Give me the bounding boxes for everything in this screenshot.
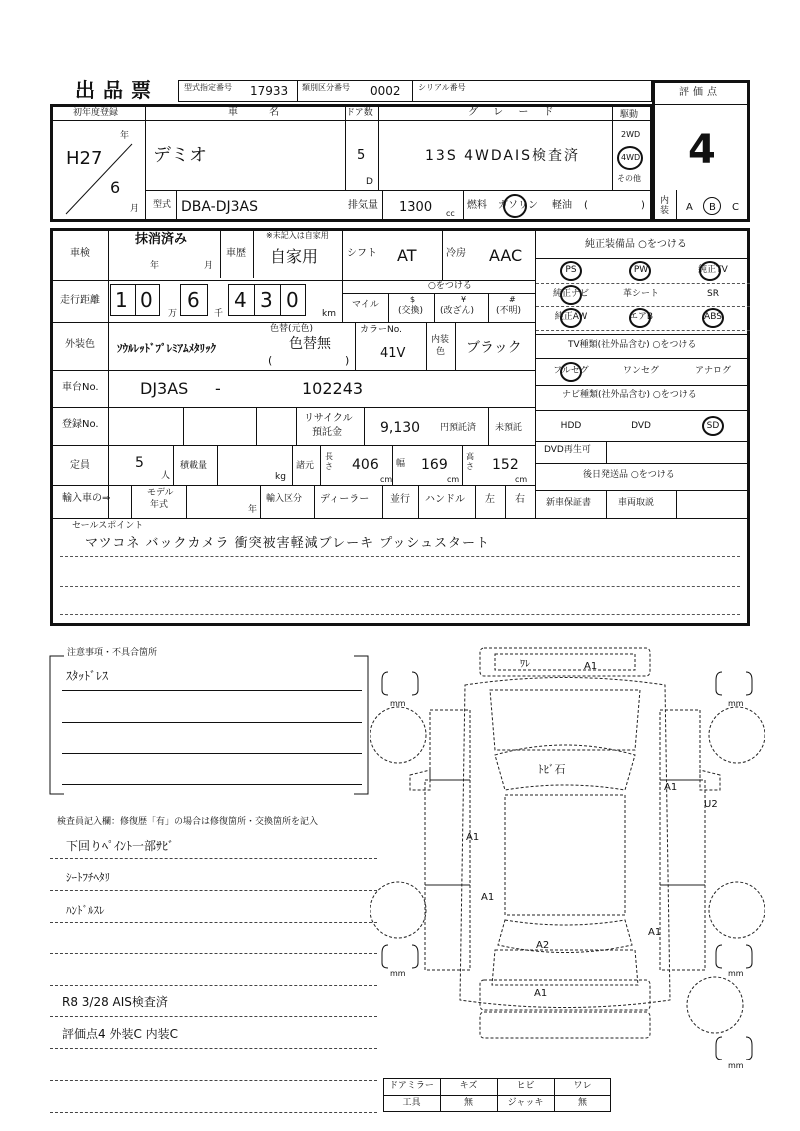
model-year-label-2: 年式 — [150, 500, 169, 510]
mm-spare: mm — [728, 1061, 744, 1070]
shaken-month: 月 — [204, 261, 214, 271]
car-damage-diagram — [370, 640, 765, 1060]
history-note: ※未記入は自家用 — [266, 231, 329, 240]
legend-jack-value: 無 — [577, 1098, 587, 1108]
chassis-label: 車台No. — [62, 382, 99, 393]
doors-value: 5 — [357, 148, 366, 163]
interior-a: A — [686, 202, 693, 213]
chassis-number: 102243 — [302, 379, 364, 398]
chassis-prefix: DJ3AS — [140, 379, 189, 398]
inspector-line-6: 評価点4 外装C 内装C — [62, 1027, 179, 1041]
displacement-label: 排気量 — [348, 200, 378, 211]
equip-pw-circle — [629, 261, 651, 281]
int-color-label-1: 内装 — [431, 335, 450, 345]
type-label: 型式 — [153, 200, 172, 210]
mark-windshield-chip: ﾄﾋﾞ石 — [538, 763, 566, 776]
dims-label: 諸元 — [296, 461, 315, 471]
repaint-paren-left: ( — [268, 354, 273, 367]
mm-front-right: mm — [728, 699, 744, 708]
date-slash — [62, 140, 140, 218]
height-cm: cm — [515, 475, 528, 484]
legend-mirror: ドアミラー — [389, 1081, 434, 1091]
dvd-play: DVD再生可 — [544, 445, 591, 455]
shift-value: AT — [397, 246, 417, 265]
mileage-altered: (改ざん) — [440, 306, 475, 316]
fuel-gasoline: ガソリン — [498, 200, 538, 211]
grade-value: 4 — [688, 127, 716, 173]
color-code-label: カラーNo. — [360, 325, 402, 335]
mileage-digit-6: 0 — [286, 288, 299, 312]
inspector-line-2: ｼｰﾄﾌﾁﾍﾀﾘ — [66, 871, 110, 884]
handle-label: ハンドル — [425, 494, 465, 505]
mileage-sen: 千 — [214, 309, 224, 319]
equip-aw: 純正AW — [554, 312, 588, 322]
width-value: 169 — [421, 457, 448, 473]
grade-text: 13S 4WDAIS検査済 — [425, 148, 581, 164]
color-code: 41V — [380, 346, 406, 361]
load-kg: kg — [275, 472, 286, 482]
repaint-value: 色替無 — [289, 336, 331, 352]
fuel-label: 燃料 — [467, 200, 487, 211]
type-value: DBA-DJ3AS — [181, 199, 258, 215]
door-suffix: D — [366, 177, 373, 187]
mm-rear-left: mm — [390, 969, 406, 978]
shaken-year: 年 — [150, 261, 160, 271]
drive-other: その他 — [617, 174, 641, 183]
year-suffix: 年 — [120, 131, 130, 141]
form-title: 出品票 — [75, 78, 159, 102]
import-type-label: 輸入区分 — [266, 494, 303, 504]
equip-abs-circle — [702, 308, 724, 328]
tv-one: ワンセグ — [622, 366, 659, 376]
color-label: 外装色 — [65, 339, 95, 350]
displacement-value: 1300 — [399, 200, 433, 215]
grade-label: グ レ ー ド — [468, 107, 560, 118]
mm-front-left: mm — [390, 699, 406, 708]
mark-rear-bumper-a1: A1 — [534, 988, 548, 999]
notes-label: 注意事項・不具合箇所 — [67, 648, 158, 658]
navi-hdd: HDD — [560, 421, 582, 431]
navi-sd: SD — [706, 421, 720, 431]
interior-c: C — [732, 202, 739, 213]
inspector-label: 検査員記入欄：修復歴「有」の場合は修復箇所・交換箇所を記入 — [57, 817, 319, 827]
capacity-label: 定員 — [70, 460, 90, 471]
fuel-paren-right: ) — [641, 200, 645, 211]
repaint-label: 色替(元色) — [270, 324, 314, 334]
tv-analog: アナログ — [694, 366, 731, 376]
repaint-paren-right: ) — [345, 354, 350, 367]
int-color-label-2: 色 — [436, 347, 446, 357]
len-cm: cm — [380, 475, 393, 484]
month-suffix: 月 — [130, 204, 140, 214]
len-value: 406 — [352, 457, 379, 473]
legend-tools-value: 無 — [463, 1098, 473, 1108]
equip-tv: 純正TV — [698, 265, 728, 275]
model-no-value: 17933 — [250, 84, 289, 98]
sales-text: マツコネ バックカメラ 衝突被害軽減ブレーキ プッシュスタート — [85, 536, 491, 551]
height-value: 152 — [492, 457, 519, 473]
drive-4wd-circle — [617, 146, 643, 170]
interior-b-circle — [703, 197, 721, 215]
reg-month: 6 — [110, 178, 121, 197]
equip-airbag-circle — [629, 308, 651, 328]
len-label: 長さ — [325, 452, 333, 471]
legend-jack: ジャッキ — [507, 1098, 544, 1108]
inspector-line-3: ﾊﾝﾄﾞﾙｽﾚ — [66, 904, 105, 917]
doc-warranty: 新車保証書 — [546, 498, 592, 508]
tv-title: TV種類(社外品含む) ○をつける — [568, 340, 697, 350]
first-reg-label: 初年度登録 — [73, 108, 119, 118]
color-value: ｿｳﾙﾚｯﾄﾞﾌﾟﾚﾐｱﾑﾒﾀﾘｯｸ — [117, 342, 216, 355]
load-label: 積載量 — [180, 461, 208, 471]
mileage-label: 走行距離 — [60, 295, 100, 306]
mark-right-rear-a1: A1 — [648, 927, 662, 938]
mark-right-a1: A1 — [664, 782, 678, 793]
ac-label: 冷房 — [446, 248, 466, 259]
import-label: 輸入車の⇒ — [62, 493, 111, 504]
equip-leather: 革シート — [622, 289, 659, 299]
grade-box-label: 評価点 — [679, 87, 721, 98]
mileage-digit-5: 3 — [260, 288, 273, 312]
equip-navi-circle — [560, 285, 582, 305]
handle-right: 右 — [515, 494, 525, 505]
sales-label: セールスポイント — [72, 521, 144, 531]
reg-era: H27 — [66, 148, 103, 169]
int-color-value: ブラック — [466, 340, 522, 356]
mileage-digit-2: 0 — [140, 288, 153, 312]
shaken-label: 車検 — [70, 248, 90, 259]
mark-front-crack: ﾜﾚ — [520, 659, 530, 670]
inspector-line-1: 下回りﾍﾟｲﾝﾄ一部ｻﾋﾞ — [66, 839, 175, 853]
mark-left-a1: A1 — [466, 832, 480, 843]
mark-front-a1: A1 — [584, 661, 598, 672]
notes-line-1: ｽﾀｯﾄﾞﾚｽ — [66, 669, 109, 683]
shift-label: シフト — [347, 248, 377, 259]
fuel-paren-left: ( — [584, 200, 588, 211]
height-label: 高さ — [466, 452, 474, 471]
width-cm: cm — [447, 475, 460, 484]
drive-2wd: 2WD — [621, 130, 641, 139]
drive-label: 駆動 — [620, 110, 639, 120]
recycle-value: 9,130 — [380, 420, 421, 436]
mileage-digit-4: 4 — [234, 288, 247, 312]
mileage-digit-1: 1 — [115, 288, 128, 312]
mileage-digit-3: 6 — [187, 288, 200, 312]
navi-dvd: DVD — [631, 421, 651, 431]
recycle-label-2: 預託金 — [312, 427, 342, 438]
navi-title: ナビ種類(社外品含む) ○をつける — [562, 390, 697, 400]
legend-break: ワレ — [573, 1081, 592, 1091]
mileage-km: km — [322, 309, 336, 319]
equip-ps: PS — [565, 265, 577, 275]
width-label: 幅 — [396, 459, 406, 469]
legend-tools: 工具 — [402, 1098, 421, 1108]
equipment-title: 純正装備品 ○をつける — [585, 239, 687, 250]
car-name: デミオ — [153, 145, 207, 166]
recycle-label-1: リサイクル — [304, 413, 353, 424]
shaken-value: 抹消済み — [135, 232, 188, 247]
history-value: 自家用 — [270, 247, 319, 266]
handle-left: 左 — [485, 494, 495, 505]
navi-sd-circle — [702, 416, 724, 436]
docs-title: 後日発送品 ○をつける — [583, 470, 675, 480]
doors-label: ドア数 — [346, 108, 373, 118]
class-no-label: 類別区分番号 — [302, 83, 350, 92]
mileage-exchange-symbol: $ — [410, 295, 416, 304]
mileage-unknown: (不明) — [496, 306, 522, 316]
registration-label: 登録No. — [62, 419, 99, 430]
equip-abs: ABS — [704, 312, 722, 322]
fuel-diesel: 軽油 — [552, 200, 572, 211]
equip-ps-circle — [560, 261, 582, 281]
serial-label: シリアル番号 — [418, 83, 466, 92]
mileage-man: 万 — [168, 309, 178, 319]
mileage-exchange: (交換) — [398, 306, 424, 316]
equip-aw-circle — [560, 308, 582, 328]
mark-left-rear-a1: A1 — [481, 892, 495, 903]
class-no-value: 0002 — [370, 84, 401, 98]
mileage-unknown-symbol: # — [509, 295, 516, 304]
mileage-circle-note: ○をつける — [428, 281, 472, 291]
equip-tv-circle — [699, 261, 721, 281]
import-parallel: 並行 — [390, 494, 410, 505]
mark-right-u2: U2 — [704, 799, 718, 810]
import-dealer: ディーラー — [320, 494, 370, 505]
mm-rear-right: mm — [728, 969, 744, 978]
equip-pw: PW — [633, 265, 649, 275]
history-label: 車歴 — [226, 248, 246, 259]
tv-full-circle — [560, 362, 582, 382]
chassis-dash: - — [215, 379, 221, 398]
cc-unit: cc — [446, 209, 455, 218]
doc-manual: 車両取説 — [618, 498, 655, 508]
legend-scratch: キズ — [459, 1081, 478, 1091]
inspector-line-5: R8 3/28 AIS検査済 — [62, 995, 168, 1009]
mileage-altered-symbol: ¥ — [461, 295, 467, 304]
interior-b: B — [709, 202, 716, 213]
fuel-gasoline-circle — [503, 194, 527, 218]
car-name-label: 車 名 — [228, 107, 294, 118]
equip-airbag: エアB — [628, 312, 654, 322]
ac-value: AAC — [489, 246, 523, 265]
legend-crack: ヒビ — [516, 1081, 535, 1091]
recycle-unit: 円預託済 — [440, 423, 477, 433]
capacity-value: 5 — [135, 455, 144, 471]
recycle-unpaid: 未預託 — [495, 423, 523, 433]
drive-4wd: 4WD — [621, 153, 641, 162]
mark-trunk-a2: A2 — [536, 940, 550, 951]
model-year-suffix: 年 — [248, 505, 258, 515]
model-year-label-1: モデル — [147, 488, 174, 498]
mileage-mile: マイル — [352, 300, 379, 310]
model-no-label: 型式指定番号 — [184, 83, 232, 92]
tv-full: フルセグ — [553, 366, 589, 376]
equip-navi: 純正ナビ — [552, 289, 589, 299]
interior-label: 内装 — [660, 196, 670, 216]
equip-sr: SR — [707, 289, 719, 299]
capacity-person: 人 — [161, 471, 171, 481]
